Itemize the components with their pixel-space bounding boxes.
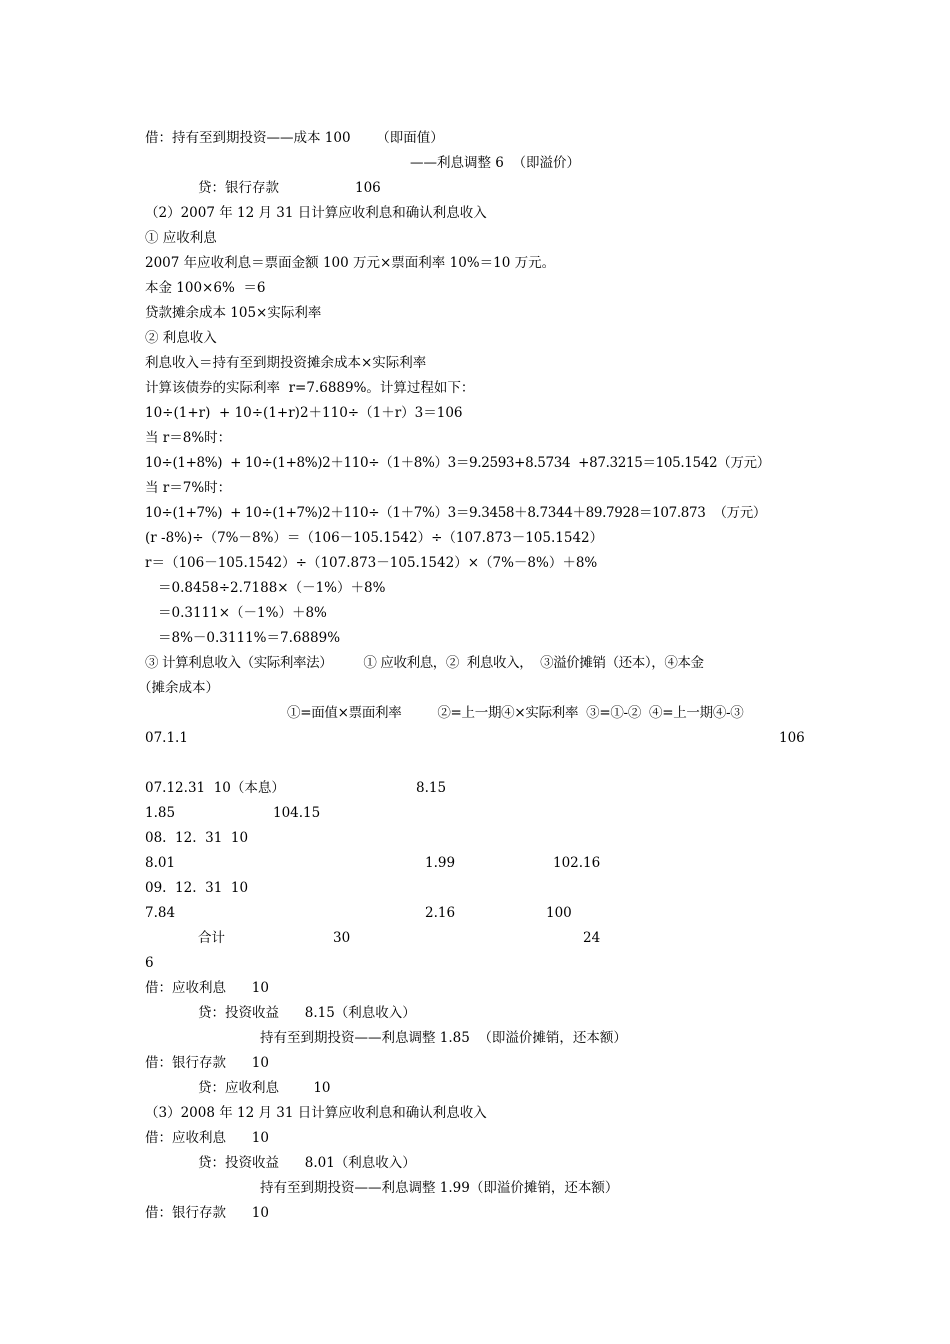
text-line: 102.16 (553, 855, 601, 871)
text-line: 本金 100×6% ＝6 (145, 280, 266, 296)
text-line: 贷：投资收益 8.15（利息收入） (198, 1005, 416, 1021)
text-line: ＝0.8458÷2.7188×（－1%）＋8% (158, 580, 386, 596)
text-line: 当 r＝7%时： (145, 480, 232, 496)
text-line: 1.85 (145, 805, 176, 821)
text-line: 利息收入＝持有至到期投资摊余成本×实际利率 (145, 355, 427, 371)
text-line: 10÷(1+7%) + 10÷(1+7%)2＋110÷（1＋7%）3＝9.3458＋8.7344＋89.7928＝107.873 （万元） (145, 505, 766, 521)
text-line: 借：应收利息 10 (145, 980, 269, 996)
text-line: ——利息调整 6 （即溢价） (410, 155, 580, 171)
text-line: 1.99 (425, 855, 456, 871)
text-line: ① 应收利息 (145, 230, 217, 246)
text-line: 持有至到期投资——利息调整 1.99（即溢价摊销，还本额） (260, 1180, 619, 1196)
text-line: 106 (779, 730, 805, 746)
text-line: （摊余成本） (138, 680, 219, 696)
text-line: 持有至到期投资——利息调整 1.85 （即溢价摊销，还本额） (260, 1030, 627, 1046)
text-line: 08. 12. 31 10 (145, 830, 249, 846)
text-line: （2）2007 年 12 月 31 日计算应收利息和确认利息收入 (145, 205, 487, 221)
text-line: 106 (355, 180, 381, 196)
text-line: ①=面值×票面利率 ②=上一期④×实际利率 ③=①-② ④=上一期④-③ (287, 705, 744, 721)
text-line: 07.12.31 10（本息） (145, 780, 285, 796)
text-line: 10÷(1+r) + 10÷(1+r)2＋110÷（1＋r）3＝106 (145, 405, 463, 421)
text-line: ② 利息收入 (145, 330, 217, 346)
text-line: 2007 年应收利息＝票面金额 100 万元×票面利率 10%＝10 万元。 (145, 255, 556, 271)
text-line: 贷：银行存款 (198, 180, 279, 196)
text-line: 计算该债券的实际利率 r=7.6889%。计算过程如下： (145, 380, 475, 396)
text-line: 104.15 (273, 805, 321, 821)
text-line: 贷款摊余成本 105×实际利率 (145, 305, 322, 321)
text-line: 30 (333, 930, 351, 946)
text-line: 贷：应收利息 10 (198, 1080, 331, 1096)
text-line: 合计 (198, 930, 225, 946)
text-line: 当 r＝8%时： (145, 430, 232, 446)
text-line: ＝8%－0.3111%＝7.6889% (158, 630, 341, 646)
text-line: 6 (145, 955, 154, 971)
text-line: 8.01 (145, 855, 176, 871)
text-line: 2.16 (425, 905, 456, 921)
text-line: r＝（106－105.1542）÷（107.873－105.1542）×（7%－8%）＋8% (145, 555, 598, 571)
text-line: 10÷(1+8%) + 10÷(1+8%)2＋110÷（1＋8%）3＝9.2593+8.5734 +87.3215＝105.1542（万元） (145, 455, 770, 471)
text-line: 借：银行存款 10 (145, 1055, 269, 1071)
text-line: 09. 12. 31 10 (145, 880, 249, 896)
text-line: 借：应收利息 10 (145, 1130, 269, 1146)
text-line: 7.84 (145, 905, 176, 921)
text-line: 07.1.1 (145, 730, 188, 746)
text-line: (r -8%)÷（7%－8%）＝（106－105.1542）÷（107.873－105.1542） (145, 530, 604, 546)
text-line: 借：银行存款 10 (145, 1205, 269, 1221)
text-line: ＝0.3111×（－1%）＋8% (158, 605, 327, 621)
text-line: 借：持有至到期投资——成本 100 （即面值） (145, 130, 444, 146)
text-line: 24 (583, 930, 601, 946)
text-line: （3）2008 年 12 月 31 日计算应收利息和确认利息收入 (145, 1105, 487, 1121)
text-line: 8.15 (416, 780, 447, 796)
text-line: 贷：投资收益 8.01（利息收入） (198, 1155, 416, 1171)
text-line: 100 (546, 905, 572, 921)
text-line: ③ 计算利息收入（实际利率法） ① 应收利息，② 利息收入， ③溢价摊销（还本），④本金 (145, 655, 704, 671)
